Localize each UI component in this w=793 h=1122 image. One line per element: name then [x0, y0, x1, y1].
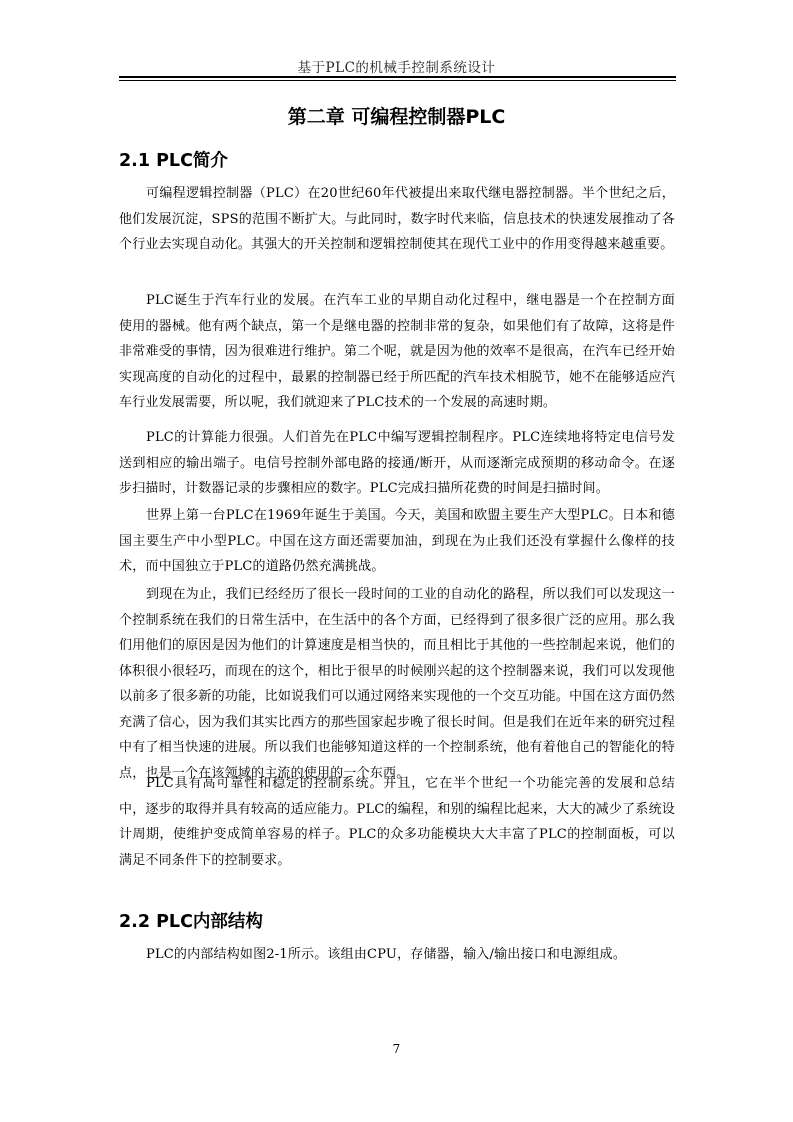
- header-rule-thin: [119, 80, 676, 81]
- header-rule-thick: [119, 76, 676, 78]
- paragraph-computing: PLC的计算能力很强。人们首先在PLC中编写逻辑控制程序。PLC连续地将特定电信号发送到相应的输出端子。电信号控制外部电路的接通/断开，从而逐渐完成预期的移动命令。在逐步扫描时，计数器记录的步骤相应的数字。PLC完成扫描所花费的时间是扫描时间。: [119, 430, 675, 496]
- paragraph-reliability: PLC具有高可靠性和稳定的控制系统。并且，它在半个世纪一个功能完善的发展和总结中，逐步的取得并具有较高的适应能力。PLC的编程，和别的编程比起来，大大的减少了系统设计周期，使维护变成简单容易的样子。PLC的众多功能模块大大丰富了PLC的控制面板，可以满足不同条件下的控制要求。: [119, 776, 675, 868]
- section-heading-2-2: 2.2 PLC内部结构: [119, 912, 263, 932]
- chapter-title: 第二章 可编程控制器PLC: [287, 106, 506, 128]
- paragraph-structure: PLC的内部结构如图2-1所示。该组由CPU，存储器，输入/输出接口和电源组成。: [146, 947, 627, 962]
- paragraph-history: 世界上第一台PLC在1969年诞生于美国。今天，美国和欧盟主要生产大型PLC。日本和德国主要生产中小型PLC。中国在这方面还需要加油，到现在为止我们还没有掌握什么像样的技术，而中国独立于PLC的道路仍然充满挑战。: [119, 508, 675, 574]
- paragraph-intro: 可编程逻辑控制器（PLC）在20世纪60年代被提出来取代继电器控制器。半个世纪之后，他们发展沉淀，SPS的范围不断扩大。与此同时，数字时代来临，信息技术的快速发展推动了各个行业去实现自动化。其强大的开关控制和逻辑控制使其在现代工业中的作用变得越来越重要。: [119, 186, 675, 252]
- running-header: 基于PLC的机械手控制系统设计: [297, 60, 496, 76]
- paragraph-development: 到现在为止，我们已经经历了很长一段时间的工业的自动化的路程，所以我们可以发现这一个控制系统在我们的日常生活中，在生活中的各个方面，已经得到了很多很广泛的应用。那么我们用他们的原因是因为他们的计算速度是相当快的，而且相比于其他的一些控制起来说，他们的体积很小很轻巧，而现在的这个，相比于很早的时候刚兴起的这个控制器来说，我们可以发现他以前多了很多新的功能，比如说我们可以通过网络来实现他的一个交互功能。中国在这方面仍然充满了信心，因为我们其实比西方的那些国家起步晚了很长时间。但是我们在近年来的研究过程中有了相当快速的进展。所以我们也能够知道这样的一个控制系统，他有着他自己的智能化的特点，也是一个在该领域的主流的使用的一个东西。: [119, 587, 675, 781]
- section-heading-2-1: 2.1 PLC简介: [119, 151, 228, 171]
- paragraph-origin: PLC诞生于汽车行业的发展。在汽车工业的早期自动化过程中，继电器是一个在控制方面使用的器械。他有两个缺点，第一个是继电器的控制非常的复杂，如果他们有了故障，这将是件非常难受的事情，因为很难进行维护。第二个呢，就是因为他的效率不是很高，在汽车已经开始实现高度的自动化的过程中，最累的控制器已经于所匹配的汽车技术相脱节，她不在能够适应汽车行业发展需要，所以呢，我们就迎来了PLC技术的一个发展的高速时期。: [119, 293, 675, 410]
- page-number: 7: [392, 1042, 401, 1056]
